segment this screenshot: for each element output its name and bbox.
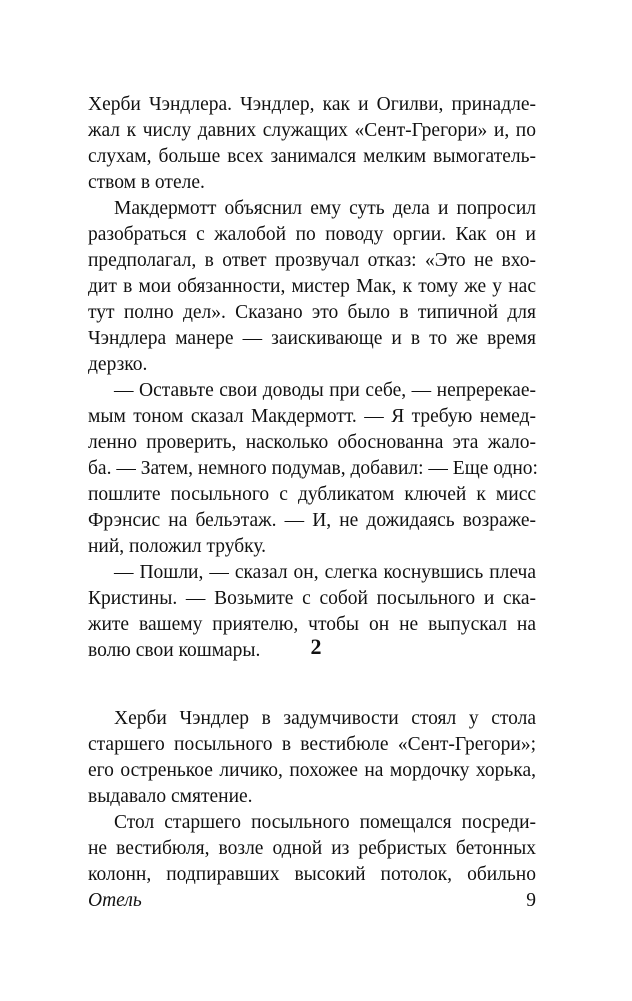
text-line: выдавало смятение. xyxy=(88,786,253,807)
text-line: предполагал, в ответ прозвучал отказ: «Это не вхо- xyxy=(88,250,536,271)
text-line: ний, положил трубку. xyxy=(88,536,267,557)
text-line: Макдермотт объяснил ему суть дела и попросил xyxy=(114,198,536,219)
text-line: не вестибюля, возле одной из ребристых бетонных xyxy=(88,838,536,859)
top-text-block xyxy=(88,92,536,664)
text-line: колонн, подпиравших высокий потолок, обильно xyxy=(88,864,536,885)
text-line: Чэндлера манере — заискивающе и в то же время xyxy=(88,328,536,349)
text-line: тут полно дел». Сказано это было в типичной для xyxy=(88,302,536,323)
text-line: мым тоном сказал Макдермотт. — Я требую немед- xyxy=(88,406,536,427)
text-line: Фрэнсис на бельэтаж. — И, не дожидаясь возраже- xyxy=(88,510,536,531)
text-line: Херби Чэндлер в задумчивости стоял у стола xyxy=(114,708,536,729)
text-line: ством в отеле. xyxy=(88,172,205,193)
text-line: ба. — Затем, немного подумав, добавил: — Еще одно: xyxy=(88,458,538,479)
text-line: жал к числу давних служащих «Сент-Грегори» и, по xyxy=(88,120,536,141)
text-line: Кристины. — Возьмите с собой посыльного и ска- xyxy=(88,588,536,609)
chapter-number: 2 xyxy=(310,634,322,659)
running-title: Отель xyxy=(88,890,142,911)
text-line: волю свои кошмары. xyxy=(88,640,261,661)
bottom-text-block xyxy=(88,706,536,888)
text-line: дерзко. xyxy=(88,354,148,375)
page-number: 9 xyxy=(526,890,536,911)
text-line: пошлите посыльного с дубликатом ключей к мисс xyxy=(88,484,536,505)
text-line: разобраться с жалобой по поводу оргии. Как он и xyxy=(88,224,536,245)
text-line: старшего посыльного в вестибюле «Сент-Грегори»; xyxy=(88,734,536,755)
text-line: дит в мои обязанности, мистер Мак, к тому же у нас xyxy=(88,276,536,297)
text-line: его остренькое личико, похожее на мордочку хорька, xyxy=(88,760,536,781)
text-line: — Пошли, — сказал он, слегка коснувшись плеча xyxy=(114,562,536,583)
text-line: жите вашему приятелю, чтобы он не выпускал на xyxy=(88,614,536,635)
text-line: ленно проверить, насколько обоснованна эта жало- xyxy=(88,432,536,453)
text-line: — Оставьте свои доводы при себе, — непререкае- xyxy=(114,380,536,401)
text-line: Херби Чэндлера. Чэндлер, как и Огилви, принадле- xyxy=(88,94,536,115)
text-line: слухам, больше всех занимался мелким вымогатель- xyxy=(88,146,536,167)
text-line: Стол старшего посыльного помещался посреди- xyxy=(114,812,536,833)
